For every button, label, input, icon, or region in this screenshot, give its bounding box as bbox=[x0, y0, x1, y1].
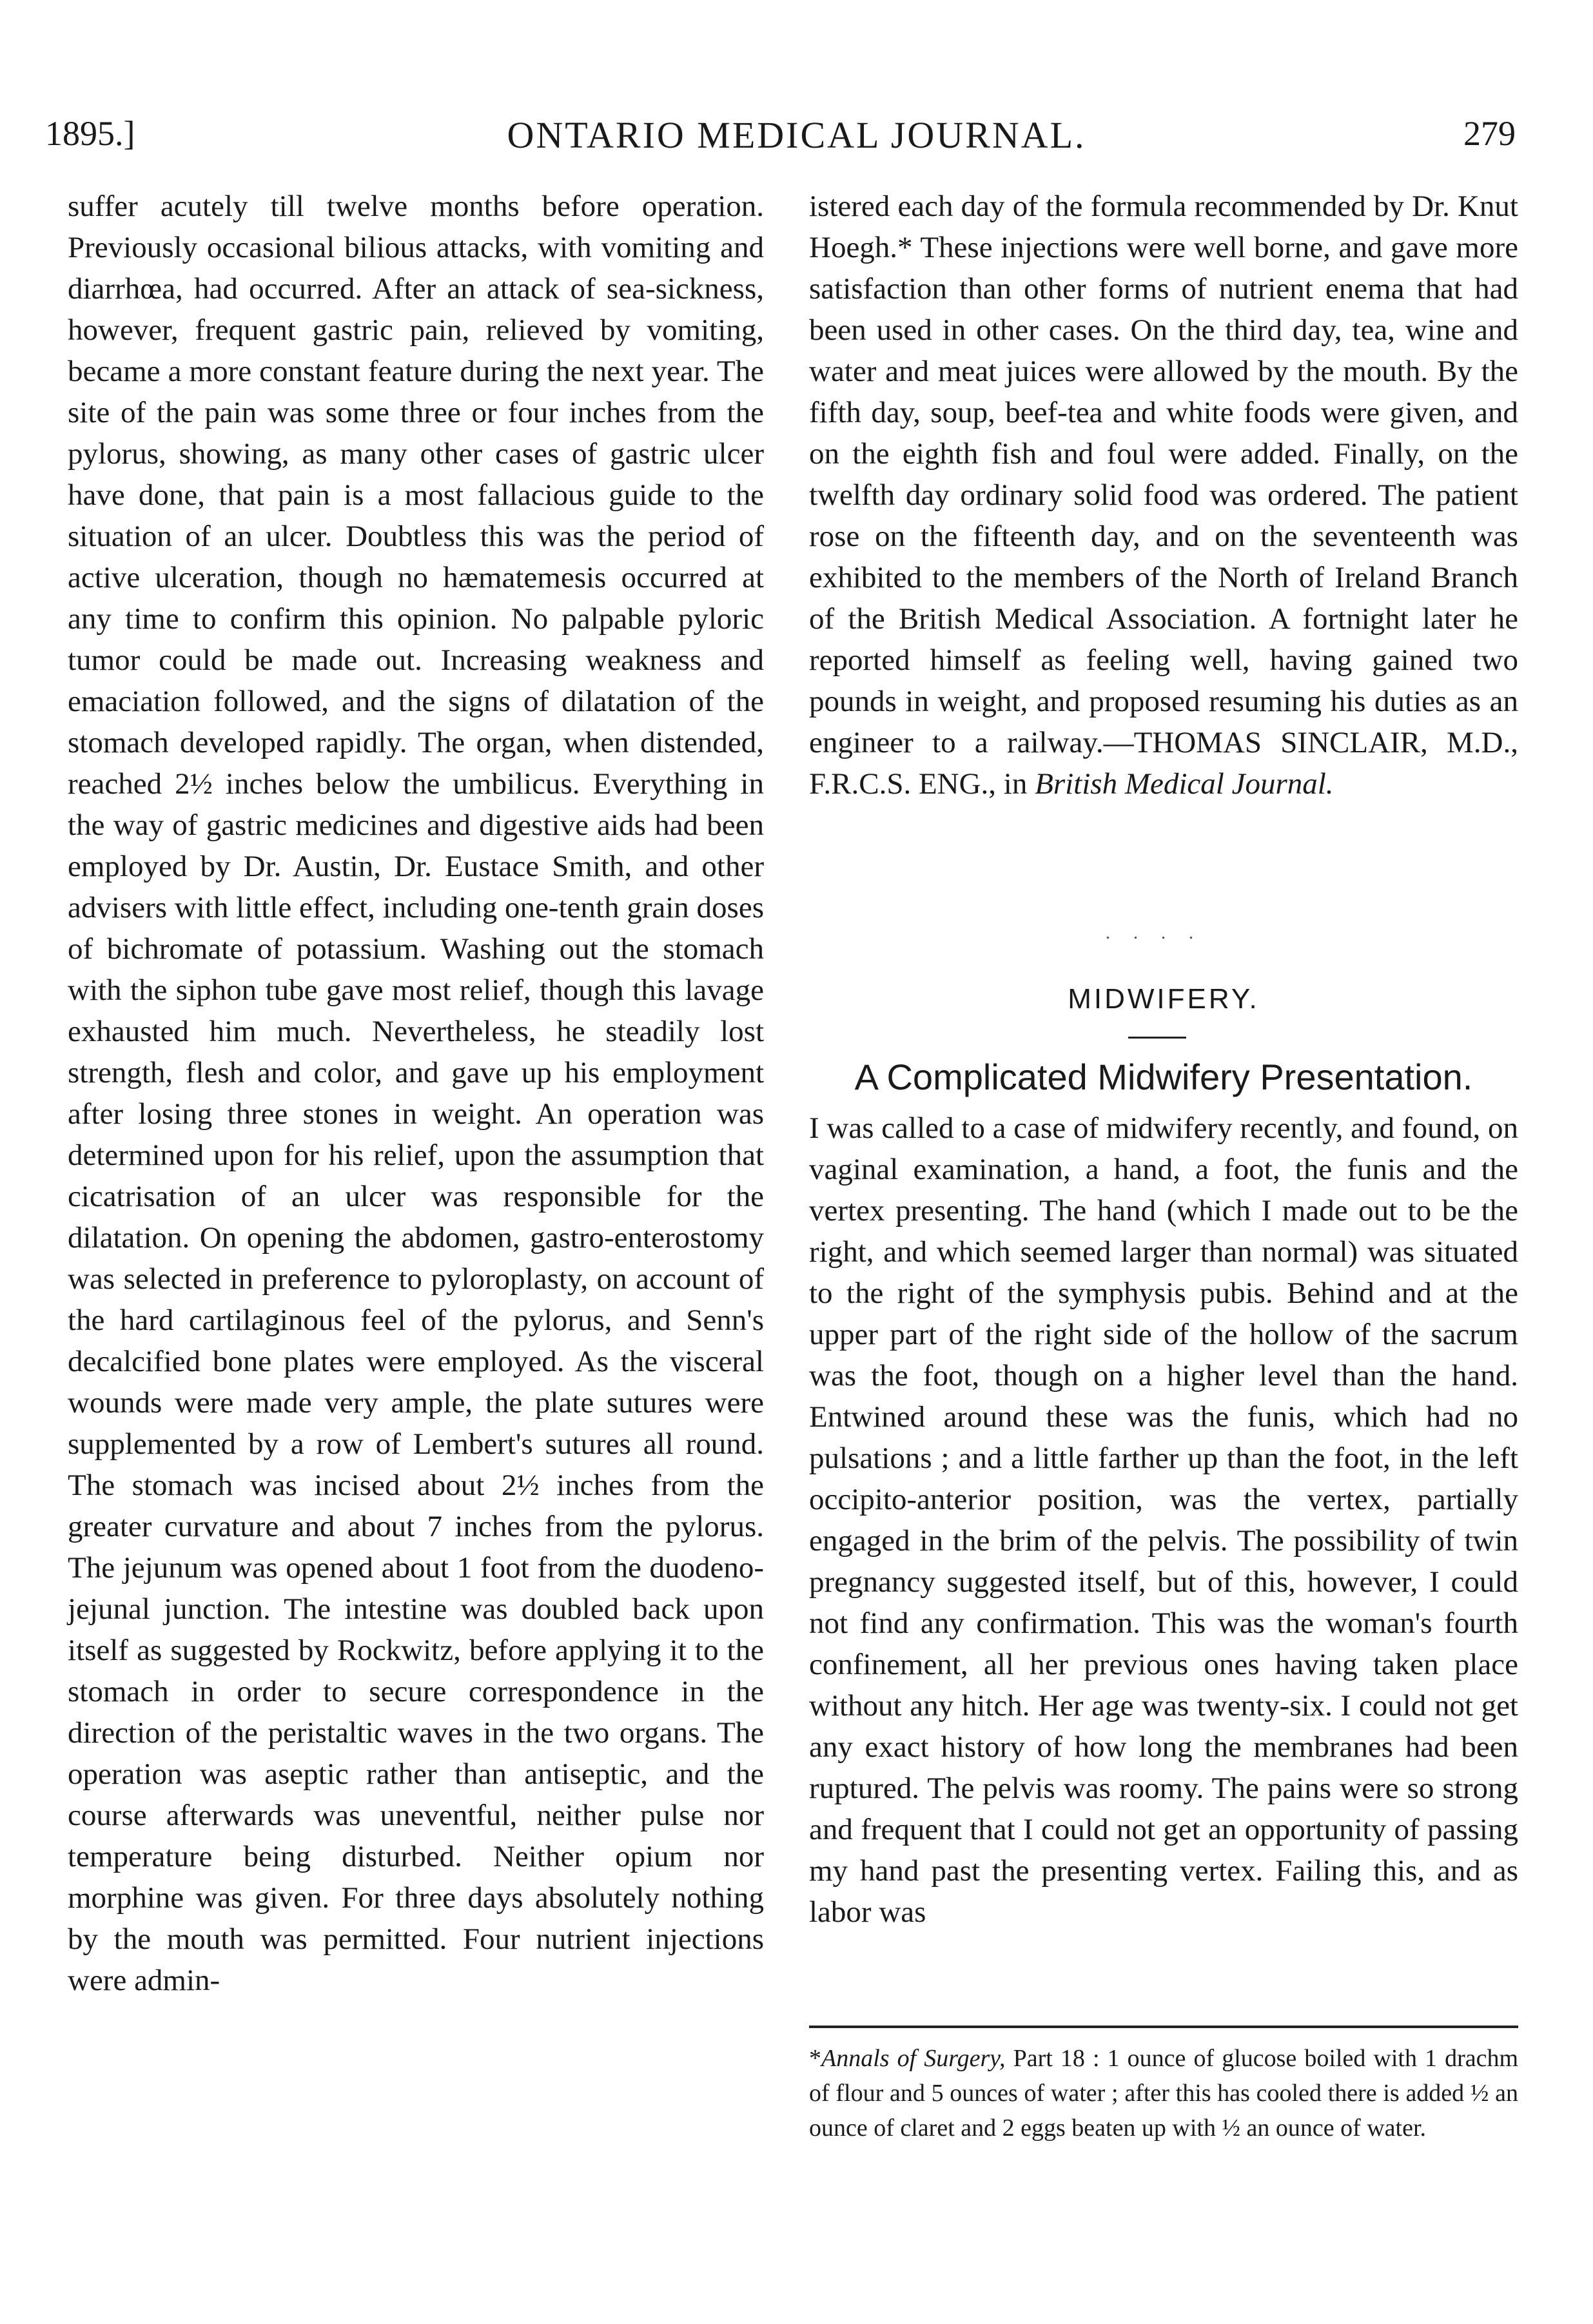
right-column-top-text: istered each day of the formula recommended by Dr. Knut Hoegh.* These injections were well borne, and gave more satisfaction than other forms of nutrient enema that had been used in other cases. On the third day, tea, wine and water and meat juices were allowed by the mouth. By the fifth day, soup, beef-tea and white foods were given, and on the eighth fish and foul were added. Finally, on the twelfth day ordinary solid food was ordered. The patient rose on the fifteenth day, and on the seventeenth was exhibited to the members of the North of Ireland Branch of the British Medical Association. A fortnight later he reported himself as feeling well, having gained two pounds in weight, and proposed resuming his duties as an engineer to a railway.—THOMAS SINCLAIR, M.D., F.R.C.S. ENG., in bbox=[809, 190, 1518, 801]
page-header bbox=[0, 113, 1593, 159]
footnote-rule bbox=[809, 2026, 1518, 2028]
header-year: 1895.] bbox=[45, 114, 135, 153]
footnote-marker: * bbox=[809, 2045, 821, 2072]
right-column-top bbox=[809, 186, 1518, 805]
right-column-bottom-text: I was called to a case of midwifery recently, and found, on vaginal examination, a hand, a foot, the funis and the vertex presenting. The hand (which I made out to be the right, and which seemed larger than normal) was situated to the right of the symphysis pubis. Behind and at the upper part of the right side of the hollow of the sacrum was the foot, though on a higher level than the hand. Entwined around these was the funis, which had no pulsations ; and a little farther up than the foot, in the left occipito-anterior position, was the vertex, partially engaged in the brim of the pelvis. The possibility of twin pregnancy suggested itself, but of this, however, I could not find any confirmation. This was the woman's fourth confinement, all her previous ones having taken place without any hitch. Her age was twenty-six. I could not get any exact history of how long the membranes had been ruptured. The pelvis was roomy. The pains were so strong and frequent that I could not get an opportunity of passing my hand past the presenting vertex. Failing this, and as labor was bbox=[809, 1111, 1518, 1929]
footnote-text: Part 18 : 1 ounce of glucose boiled with 1 drachm of flour and 5 ounces of water ; after this has cooled there is added ½ an ounce of claret and 2 eggs beaten up with ½ an ounce of water. bbox=[809, 2045, 1519, 2142]
journal-title: ONTARIO MEDICAL JOURNAL. bbox=[507, 114, 1086, 156]
footnote bbox=[809, 2041, 1518, 2145]
left-column-text: suffer acutely till twelve months before operation. Previously occasional bilious attacks, with vomiting and diarrhœa, had occurred. After an attack of sea-sickness, however, frequent gastric pain, relieved by vomiting, became a more constant feature during the next year. The site of the pain was some three or four inches from the pylorus, showing, as many other cases of gastric ulcer have done, that pain is a most fallacious guide to the situation of an ulcer. Doubtless this was the period of active ulceration, though no hæmatemesis occurred at any time to confirm this opinion. No palpable pyloric tumor could be made out. Increasing weakness and emaciation followed, and the signs of dilatation of the stomach developed rapidly. The organ, when distended, reached 2½ inches below the umbilicus. Everything in the way of gastric medicines and digestive aids had been employed by Dr. Austin, Dr. Eustace Smith, and other advisers with little effect, including one-tenth grain doses of bichromate of potassium. Washing out the stomach with the siphon tube gave most relief, though this lavage exhausted him much. Nevertheless, he steadily lost strength, flesh and color, and gave up his employment after losing three stones in weight. An operation was determined upon for his relief, upon the assumption that cicatrisation of an ulcer was responsible for the dilatation. On opening the abdomen, gastro-enterostomy was selected in preference to pyloroplasty, on account of the hard cartilaginous feel of the pylorus, and Senn's decalcified bone plates were employed. As the visceral wounds were made very ample, the plate sutures were supplemented by a row of Lembert's sutures all round. The stomach was incised about 2½ inches from the greater curvature and about 7 inches from the pylorus. The jejunum was opened about 1 foot from the duodeno-jejunal junction. The intestine was doubled back upon itself as suggested by Rockwitz, before applying it to the stomach in order to secure correspondence in the direction of the peristaltic waves in the two organs. The operation was aseptic rather than antiseptic, and the course afterwards was uneventful, neither pulse nor temperature being disturbed. Neither opium nor morphine was given. For three days absolutely nothing by the mouth was permitted. Four nutrient injections were admin- bbox=[68, 190, 764, 1997]
page-number: 279 bbox=[1463, 114, 1516, 153]
right-column-top-paragraph bbox=[809, 186, 1518, 805]
section-heading: MIDWIFERY. bbox=[1068, 983, 1260, 1015]
heading-rule bbox=[1128, 1037, 1186, 1039]
source-citation: British Medical Journal. bbox=[1035, 767, 1334, 801]
footnote-source: Annals of Surgery, bbox=[821, 2045, 1006, 2072]
left-column bbox=[68, 186, 764, 2001]
right-column-bottom bbox=[809, 1108, 1518, 1933]
section-separator: . . . . bbox=[1105, 922, 1203, 943]
article-title: A Complicated Midwifery Presentation. bbox=[854, 1057, 1473, 1097]
